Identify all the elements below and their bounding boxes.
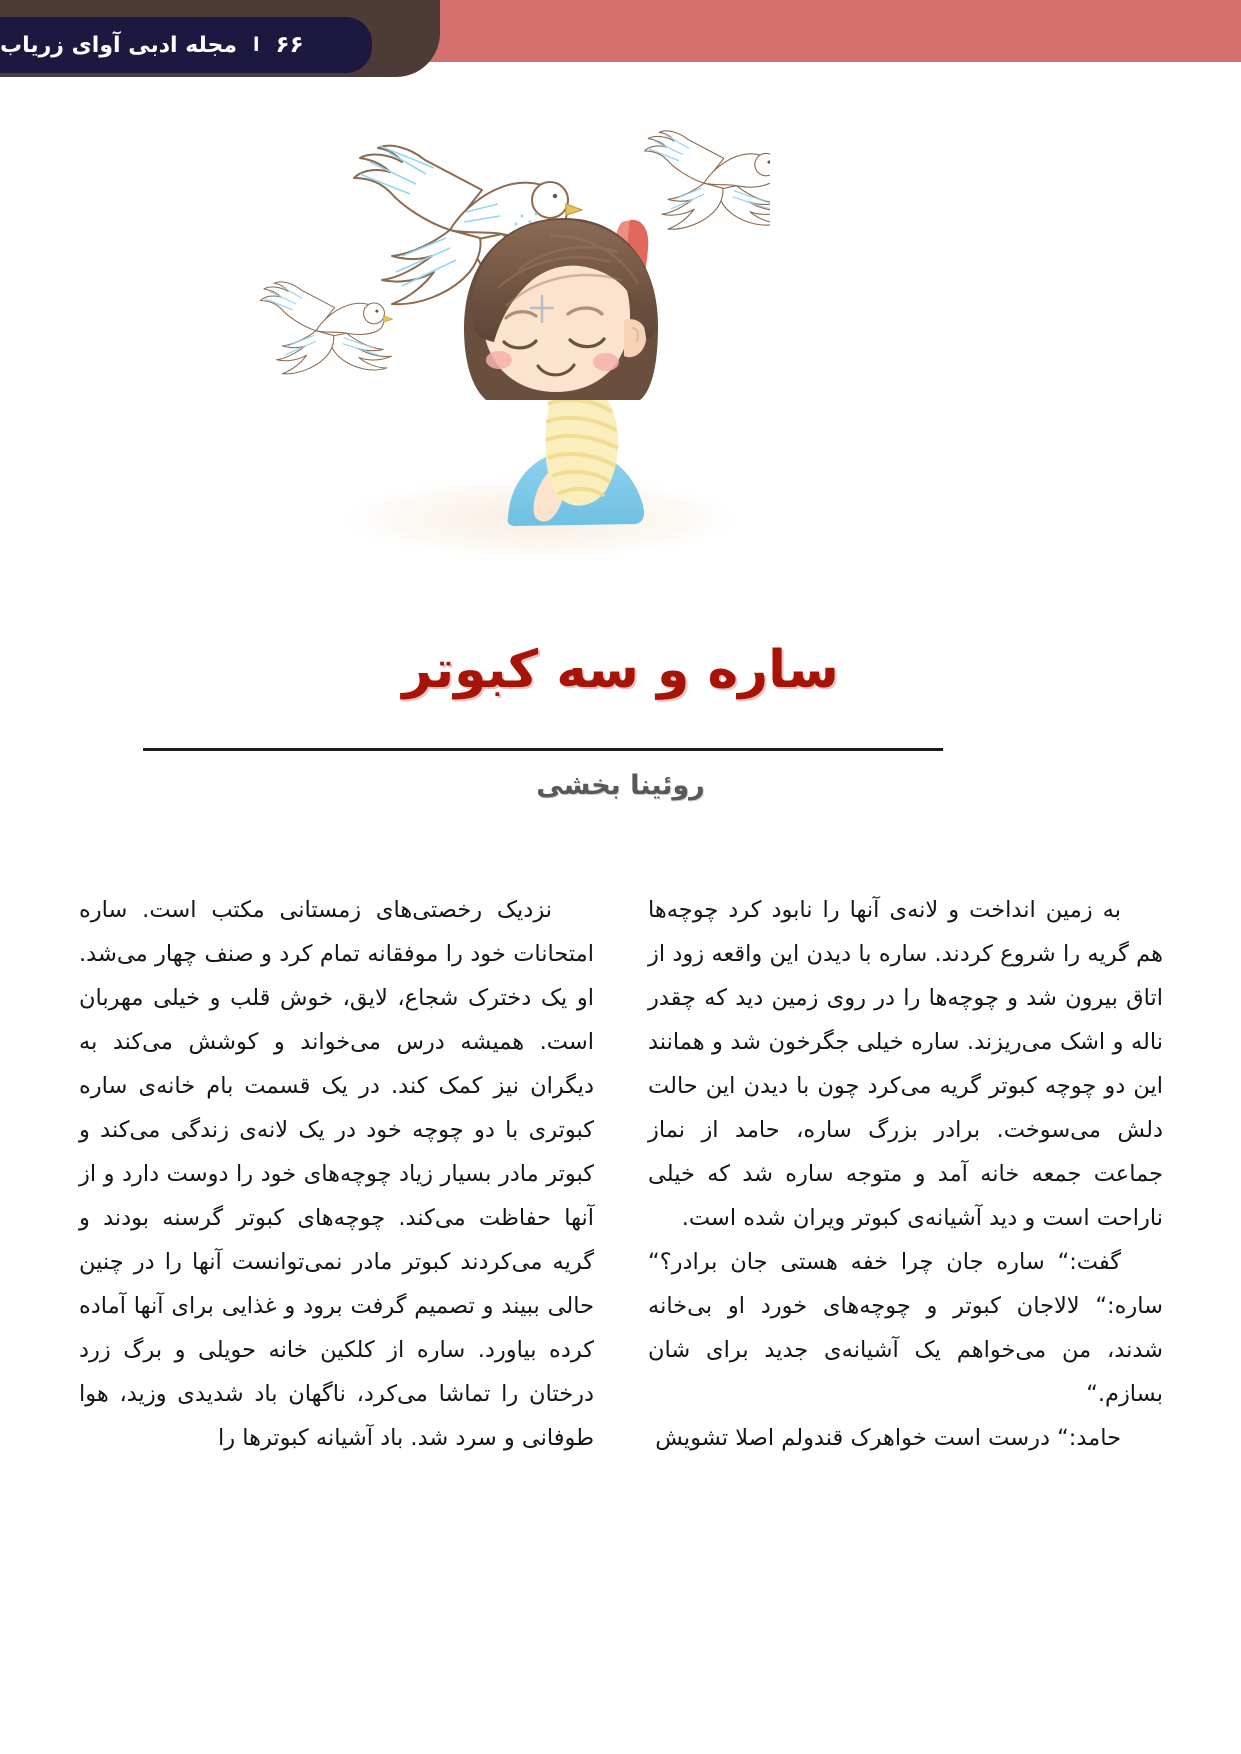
column-left (648, 888, 1163, 1460)
author-byline: روئینا بخشی (536, 770, 705, 801)
paragraph: گفت:“ ساره جان چرا خفه هستی جان برادر؟“ ساره:“ لالاجان کبوتر و چوچه‌های خورد او بی‌خانه شدند، من می‌خواهم یک آشیانه‌ی جدید برای شان بسازم.“ (648, 1249, 1163, 1407)
story-illustration (250, 70, 770, 570)
page-title: ساره و سه کبوتر (402, 640, 839, 700)
paragraph: نزدیک رخصتی‌های زمستانی مکتب است. ساره امتحانات خود را موفقانه تمام کرد و صنف چهار می‌شد. او یک دخترک شجاع، لایق، خوش قلب و خیلی مهربان است. همیشه درس می‌خواند و کوشش می‌کند به دیگران نیز کمک کند. در یک قسمت بام خانه‌ی ساره کبوتری با دو چوچه خود در یک لانه‌ی زندگی می‌کند و کبوتر مادر بسیار زیاد چوچه‌های خود را دوست دارد و از آنها حفاظت می‌کند. چوچه‌های کبوتر گرسنه بودند و گریه می‌کردند کبوتر مادر نمی‌توانست آنها را در چنین حالی ببیند و تصمیم گرفت برود و غذایی برای آنها آماده کرده بیاورد. ساره از کلکین خانه حویلی و برگ زرد درختان را تماشا می‌کرد، ناگهان باد شدیدی وزید، هوا طوفانی و سرد شد. باد آشیانه کبوترها را (79, 897, 594, 1451)
girl-cheek-right (593, 353, 619, 371)
column-right (79, 888, 594, 1460)
header-navy-tab (0, 17, 372, 73)
magazine-title: مجله ادبی آوای زریاب (0, 32, 238, 58)
girl-cheek-left (486, 351, 512, 369)
article-body (78, 888, 1163, 1460)
paragraph: حامد:“ درست است خواهرک قندولم اصلا تشویش (655, 1425, 1121, 1451)
page-number: ۶۶ (275, 32, 304, 58)
dove-small-left-icon (260, 282, 392, 374)
title-divider (143, 748, 943, 751)
dove-small-right-icon (644, 131, 770, 229)
header-separator: ا (253, 34, 260, 56)
paragraph: به زمین انداخت و لانه‌ی آنها را نابود کرد چوچه‌ها هم گریه را شروع کردند. ساره با دیدن این واقعه زود از اتاق بیرون شد و چوچه‌ها را در روی زمین دید که چقدر ناله و اشک می‌ریزند. ساره خیلی جگرخون شد و همانند این دو چوچه کبوتر گریه می‌کرد چون با دیدن این حالت دلش می‌سوخت. برادر بزرگ ساره، حامد از نماز جماعت جمعه خانه آمد و متوجه ساره شد که خیلی ناراحت است و دید آشیانه‌ی کبوتر ویران شده است. (648, 897, 1163, 1231)
